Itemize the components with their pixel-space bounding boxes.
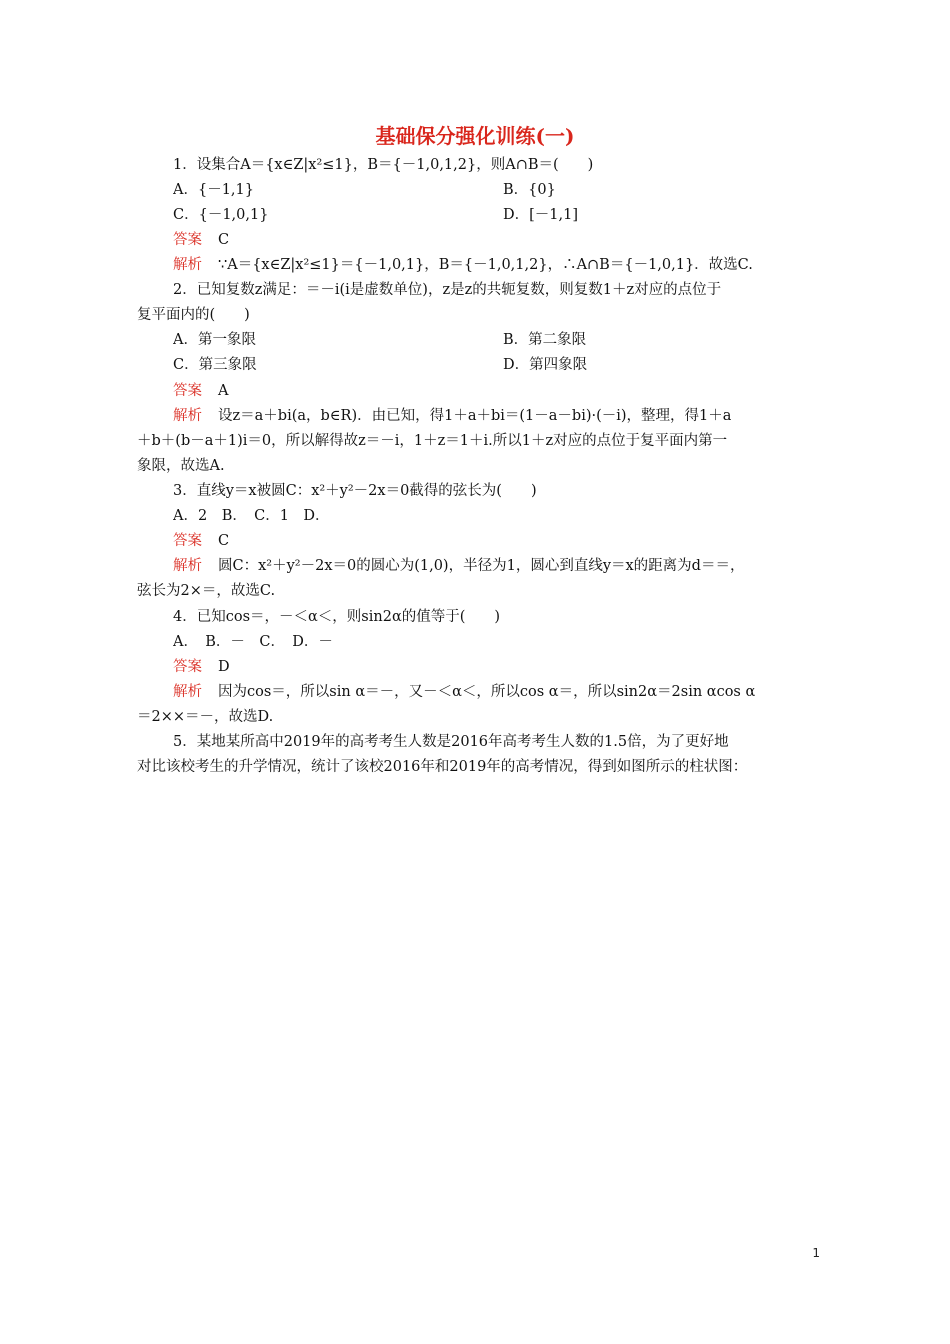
answer-label: 答案 [173,659,202,675]
q2-answer: A [218,383,229,399]
q2-option-a: A．第一象限 [173,332,256,348]
answer-label: 答案 [173,232,202,248]
q1-option-c: C．{－1,0,1} [173,207,269,223]
q3-stem: 3．直线y＝x被圆C：x²＋y²－2x＝0截得的弦长为( ) [173,483,537,499]
q1-answer: C [218,232,230,248]
q2-answer-line [173,379,813,404]
q2-option-c: C．第三象限 [173,357,257,373]
q1-answer-line [173,228,813,253]
q2-stem-line2: 复平面内的( ) [137,307,250,323]
q2-option-b: B．第二象限 [503,332,587,348]
q4-analysis-1: 因为cos＝，所以sin α＝－，又－＜α＜，所以cos α＝，所以sin2α＝2sin αcos α [218,684,756,700]
q2-analysis-line1 [173,404,813,429]
page-number: 1 [812,1246,820,1260]
q3-answer: C [218,533,230,549]
q3-options: A．2 B． C．1 D． [173,508,330,524]
q3-analysis-line2: 弦长为2×＝，故选C. [137,583,276,599]
q2-option-d: D．第四象限 [503,357,588,373]
q3-analysis-line1 [173,554,813,579]
q2-analysis-line3: 象限，故选A. [137,458,225,474]
q4-stem: 4．已知cos＝，－＜α＜，则sin2α的值等于( ) [173,609,501,625]
answer-label: 答案 [173,383,202,399]
q2-analysis-line2: ＋b＋(b－a＋1)i＝0，所以解得故z＝－i，1＋z＝1＋i.所以1＋z对应的点位于复平面内第一 [137,433,728,449]
q4-analysis-line1 [173,680,813,705]
q2-stem-line1: 2．已知复数z满足：＝－i(i是虚数单位)，z是z的共轭复数，则复数1＋z对应的点位于 [173,282,722,298]
q1-stem: 1．设集合A＝{x∈Z|x²≤1}，B＝{－1,0,1,2}，则A∩B＝( ) [173,157,594,173]
q4-answer: D [218,659,230,675]
analysis-label: 解析 [173,257,202,273]
q1-analysis-line [173,253,813,278]
q4-analysis-line2: ＝2××＝－，故选D. [137,709,274,725]
q1-option-b: B．{0} [503,182,556,198]
q1-option-d: D．[－1,1] [503,207,578,223]
analysis-label: 解析 [173,684,202,700]
q4-options: A． B．－ C． D．－ [173,634,333,650]
analysis-label: 解析 [173,558,202,574]
q4-answer-line [173,655,813,680]
q5-stem-line2: 对比该校考生的升学情况，统计了该校2016年和2019年的高考情况，得到如图所示的柱状图： [137,759,748,775]
q2-analysis-1: 设z＝a＋bi(a，b∈R)．由已知，得1＋a＋bi＝(1－a－bi)·(－i)，整理，得1＋a [218,408,732,424]
q5-stem-line1: 5．某地某所高中2019年的高考考生人数是2016年高考考生人数的1.5倍，为了更好地 [173,734,729,750]
analysis-label: 解析 [173,408,202,424]
q1-option-a: A．{－1,1} [173,182,254,198]
q1-analysis: ∵A＝{x∈Z|x²≤1}＝{－1,0,1}，B＝{－1,0,1,2}，∴A∩B＝{－1,0,1}．故选C. [218,257,753,273]
q3-analysis-1: 圆C：x²＋y²－2x＝0的圆心为(1,0)，半径为1，圆心到直线y＝x的距离为d＝＝， [218,558,745,574]
page-title: 基础保分强化训练(一) [375,124,575,148]
q3-answer-line [173,529,813,554]
answer-label: 答案 [173,533,202,549]
